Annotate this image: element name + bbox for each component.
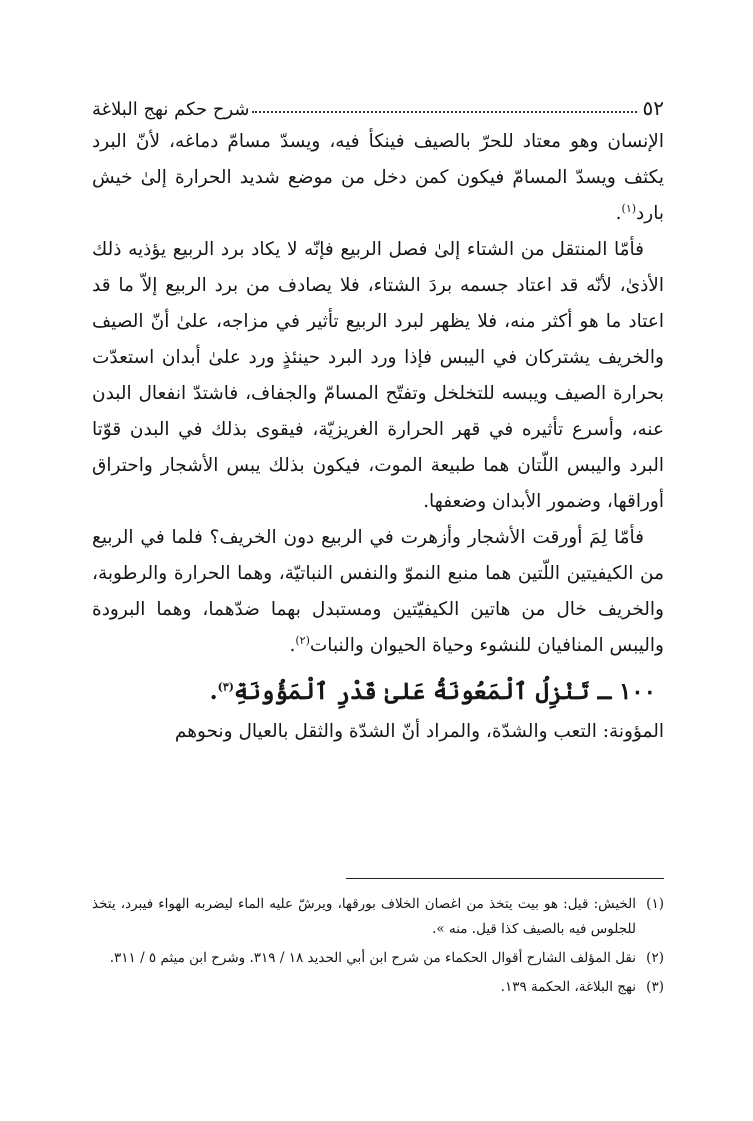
page-number: ٥٢ — [642, 96, 664, 120]
footnotes — [92, 892, 664, 1004]
footnote-1 — [92, 892, 664, 942]
footnote-ref-3: (٣) — [217, 680, 234, 694]
running-title: شرح حكم نهج البلاغة — [92, 99, 250, 120]
saying-heading: ١٠٠ ـ تَنْزِلُ ٱلْمَعُونَةُ عَلىٰ قَدْرِ ٱلْمَؤُونَةِ$^{(٣)}$. — [209, 678, 656, 705]
header-dot-leader — [252, 111, 637, 113]
footnote-ref-2: (٢) — [295, 633, 310, 647]
paragraph-definition: المؤونة: التعب والشدّة، والمراد أنّ الشدّة والثقل بالعيال ونحوهم — [174, 721, 664, 742]
paragraph-continued: الإنسان وهو معتاد للحرّ بالصيف فينكأ فيه، ويسدّ مسامّ دماغه، لأنّ البرد يكثف ويسدّ المسامّ فيكون كمن دخل من موضع شديد الحرارة إلىٰ خيش بارد$^{(١)}$. — [92, 131, 664, 224]
footnote-number: (٢) — [646, 950, 664, 966]
footnote-3 — [92, 975, 664, 1000]
footnote-text: نقل المؤلف الشارح أقوال الحكماء من شرح ابن أبي الحديد ١٨ / ٣١٩. وشرح ابن ميثم ٥ / ٣١١. — [109, 950, 636, 966]
paragraph-leaves: فأمّا لِمَ أورقت الأشجار وأزهرت في الربيع دون الخريف؟ فلما في الربيع من الكيفيتين اللّتين هما منبع النموّ والنفس النباتيّة، وهما الحرارة والرطوبة، والخريف خال من هاتين الكيفيّتين ومستبدل بهما ضدّهما، وهما البرودة واليبس المنافيان للنشوء وحياة الحيوان والنبات$^{(٢)}$. — [92, 527, 664, 656]
footnote-2 — [92, 946, 664, 971]
paragraph-spring: فأمّا المنتقل من الشتاء إلىٰ فصل الربيع فإنّه لا يكاد برد الربيع يؤذيه ذلك الأذىٰ، لأنّه قد اعتاد جسمه بردَ الشتاء، فلا يصادف من برد الربيع إلاّ ما قد اعتاد ما هو أكثر منه، فلا يظهر لبرد الربيع تأثير في مزاجه، علىٰ أنّ الصيف والخريف يشتركان في اليبس فإذا ورد البرد حينئذٍ ورد علىٰ أبدان استعدّت بحرارة الصيف ويبسه للتخلخل وتفتّح المسامّ والجفاف، فاشتدّ انفعال البدن عنه، وأسرع تأثيره في قهر الحرارة الغريزيّة، فيقوى بذلك في البدن قوّتا البرد واليبس اللّتان هما طبيعة الموت، فيكون بذلك يبس الأشجار واحتراق أوراقها، وضمور الأبدان وضعفها. — [92, 239, 664, 512]
page-header — [92, 86, 664, 120]
footnote-ref-1: (١) — [621, 201, 637, 215]
footnote-text: الخيش: قيل: هو بيت يتخذ من اغصان الخلاف بورقها، ويرشّ عليه الماء ليضربه الهواء فيبرد، يتخذ للجلوس فيه بالصيف كذا قيل. منه ». — [92, 896, 636, 937]
footnote-text: نهج البلاغة، الحكمة ١٣٩. — [500, 979, 636, 995]
main-text — [92, 124, 664, 750]
footnote-number: (١) — [646, 896, 664, 912]
footnote-number: (٣) — [646, 979, 664, 995]
footnote-divider — [346, 878, 664, 879]
